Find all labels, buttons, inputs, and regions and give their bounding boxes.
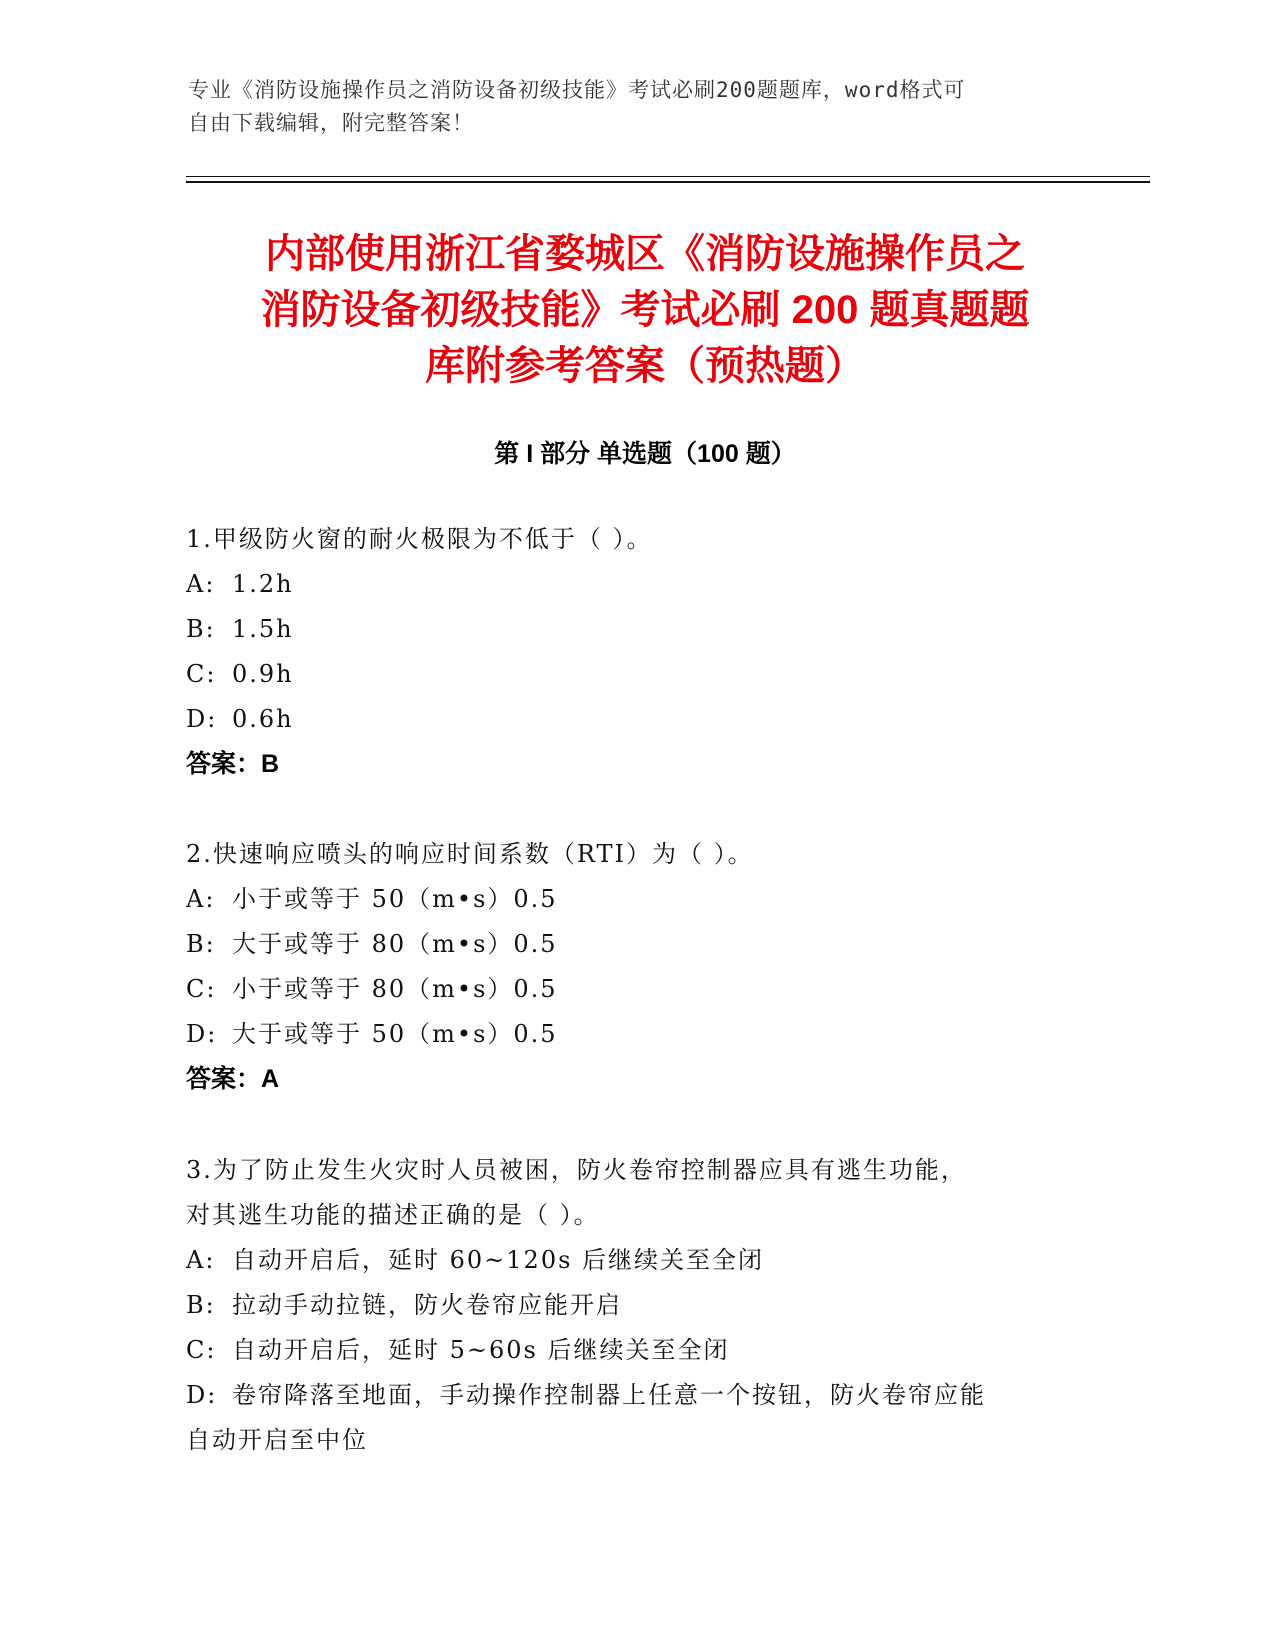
option-key: C: — [186, 975, 217, 1003]
option-text: 小于或等于 80（m•s）0.5 — [232, 975, 558, 1003]
option-text: 0.6h — [232, 705, 294, 733]
title-line: 内部使用浙江省婺城区《消防设施操作员之 — [265, 232, 1025, 276]
question-stem: 1.甲级防火窗的耐火极限为不低于（ ）。 — [186, 525, 653, 553]
option-key: B: — [186, 930, 216, 958]
option-key: D: — [186, 1020, 218, 1048]
question-stem: 对其逃生功能的描述正确的是（ ）。 — [186, 1201, 600, 1229]
document-title — [150, 226, 1140, 394]
answer-line: 答案：A — [186, 1065, 280, 1093]
header-note — [188, 74, 1068, 140]
option-c — [186, 967, 1086, 1012]
section-title: 第 I 部分 单选题（100 题） — [494, 440, 796, 468]
option-text: 拉动手动拉链，防火卷帘应能开启 — [232, 1291, 622, 1319]
option-text: 0.9h — [232, 660, 294, 688]
option-key: A: — [186, 1246, 216, 1274]
option-key: B: — [186, 615, 216, 643]
option-text: 大于或等于 80（m•s）0.5 — [232, 930, 558, 958]
question-2 — [186, 832, 1086, 1102]
option-d — [186, 1373, 1086, 1418]
option-c — [186, 652, 1086, 697]
option-a — [186, 1238, 1086, 1283]
option-a — [186, 877, 1086, 922]
option-text: 1.5h — [232, 615, 294, 643]
option-d — [186, 697, 1086, 742]
header-divider-thin — [186, 176, 1150, 177]
question-stem: 3.为了防止发生火灾时人员被困，防火卷帘控制器应具有逃生功能， — [186, 1156, 967, 1184]
option-key: B: — [186, 1291, 216, 1319]
option-text: 1.2h — [232, 570, 294, 598]
option-key: D: — [186, 705, 218, 733]
answer-line: 答案：B — [186, 750, 280, 778]
option-a — [186, 562, 1086, 607]
option-text: 大于或等于 50（m•s）0.5 — [232, 1020, 558, 1048]
option-key: A: — [186, 570, 216, 598]
option-c — [186, 1328, 1086, 1373]
option-key: C: — [186, 1336, 217, 1364]
option-b — [186, 922, 1086, 967]
option-text: 自动开启后，延时 5~60s 后继续关至全闭 — [232, 1336, 730, 1364]
header-note-line: 专业《消防设施操作员之消防设备初级技能》考试必刷200题题库，word格式可 — [188, 78, 966, 102]
question-stem: 2.快速响应喷头的响应时间系数（RTI）为（ ）。 — [186, 840, 754, 868]
option-d — [186, 1012, 1086, 1057]
question-3 — [186, 1148, 1086, 1463]
option-text: 自动开启后，延时 60~120s 后继续关至全闭 — [232, 1246, 765, 1274]
header-note-line: 自由下载编辑，附完整答案！ — [188, 111, 474, 135]
question-1 — [186, 517, 1086, 787]
option-key: C: — [186, 660, 217, 688]
option-key: A: — [186, 885, 216, 913]
option-key: D: — [186, 1381, 218, 1409]
option-d-continued: 自动开启至中位 — [186, 1426, 368, 1454]
header-divider-thick — [186, 181, 1150, 183]
title-line: 库附参考答案（预热题） — [425, 344, 865, 388]
option-text: 卷帘降落至地面，手动操作控制器上任意一个按钮，防火卷帘应能 — [232, 1381, 986, 1409]
option-b — [186, 1283, 1086, 1328]
title-line: 消防设备初级技能》考试必刷 200 题真题题 — [260, 288, 1030, 332]
option-text: 小于或等于 50（m•s）0.5 — [232, 885, 558, 913]
option-b — [186, 607, 1086, 652]
